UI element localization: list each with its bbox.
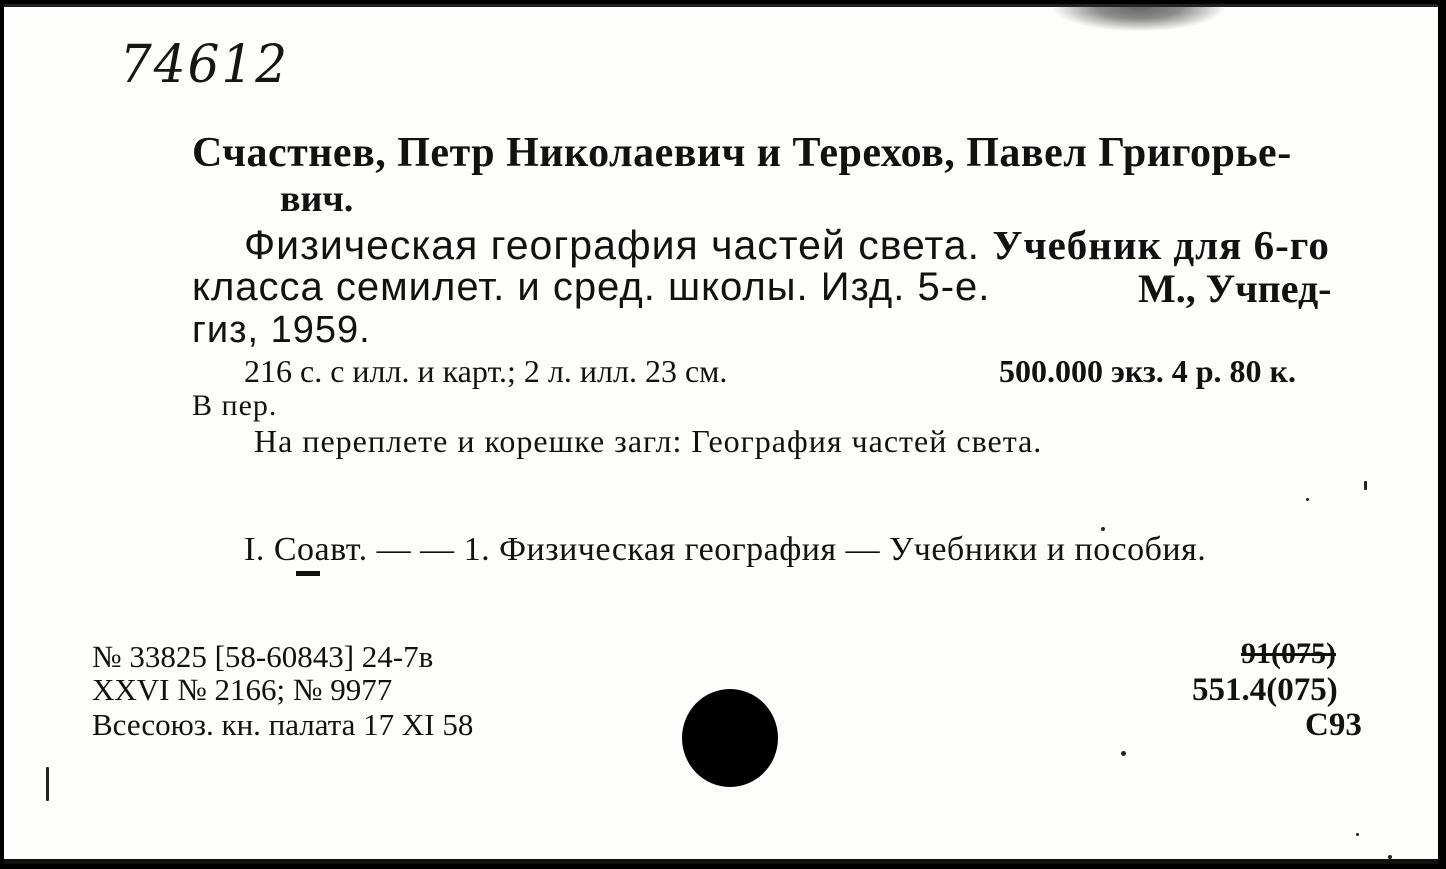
authors-names: Счастнев, Петр Николаевич и Терехов, [192, 130, 956, 176]
authors-line-1 [192, 129, 1292, 177]
speck [46, 767, 49, 801]
underline-mark [296, 571, 320, 576]
tracing-prefix: I. [244, 531, 274, 568]
tracing-subject: 1. Физическая география — Учебники и пособия. [463, 531, 1207, 568]
print-run-and-price: 500.000 экз. 4 р. 80 к. [999, 353, 1296, 389]
classification-crossed: 91(075) [1241, 637, 1336, 670]
speck [1356, 833, 1359, 836]
collation-line-2: В пер. [192, 389, 278, 422]
title-line-3: гиз, 1959. [192, 309, 371, 351]
speck [1364, 481, 1367, 490]
ink-smudge [1054, 7, 1224, 31]
registry-line-3: Всесоюз. кн. палата 17 XI 58 [92, 707, 474, 742]
speck [1101, 527, 1105, 531]
classification-author-mark: С93 [1305, 707, 1362, 743]
collation-line-1: 216 с. с илл. и карт.; 2 л. илл. 23 см. [244, 353, 728, 389]
handwritten-number: 74612 [120, 33, 290, 95]
publisher-text: М., Учпед- [1138, 266, 1332, 311]
tracing-coauthor: Соавт. — — [273, 531, 464, 568]
registry-line-1: № 33825 [58-60843] 24-7в [92, 639, 434, 674]
tracing-line [244, 531, 1206, 569]
classification-udc: 551.4(075) [1192, 672, 1338, 708]
binding-note: На переплете и корешке загл: География частей света. [254, 423, 1043, 459]
title-text: Физическая география частей света. [244, 222, 993, 268]
punch-hole [682, 689, 778, 787]
title-text-bold: Учебник для 6-го [992, 222, 1330, 268]
speck [1121, 751, 1126, 756]
speck [1388, 855, 1392, 859]
title-line-1 [244, 221, 1330, 269]
title-line-2: класса семилет. и сред. школы. Изд. 5-е. [192, 265, 991, 309]
registry-line-2: XXVI № 2166; № 9977 [92, 672, 393, 707]
authors-line-2: вич. [280, 178, 354, 220]
catalog-card [4, 4, 1438, 864]
speck [1306, 498, 1309, 501]
authors-names-continued: Павел Григорье- [966, 130, 1292, 176]
